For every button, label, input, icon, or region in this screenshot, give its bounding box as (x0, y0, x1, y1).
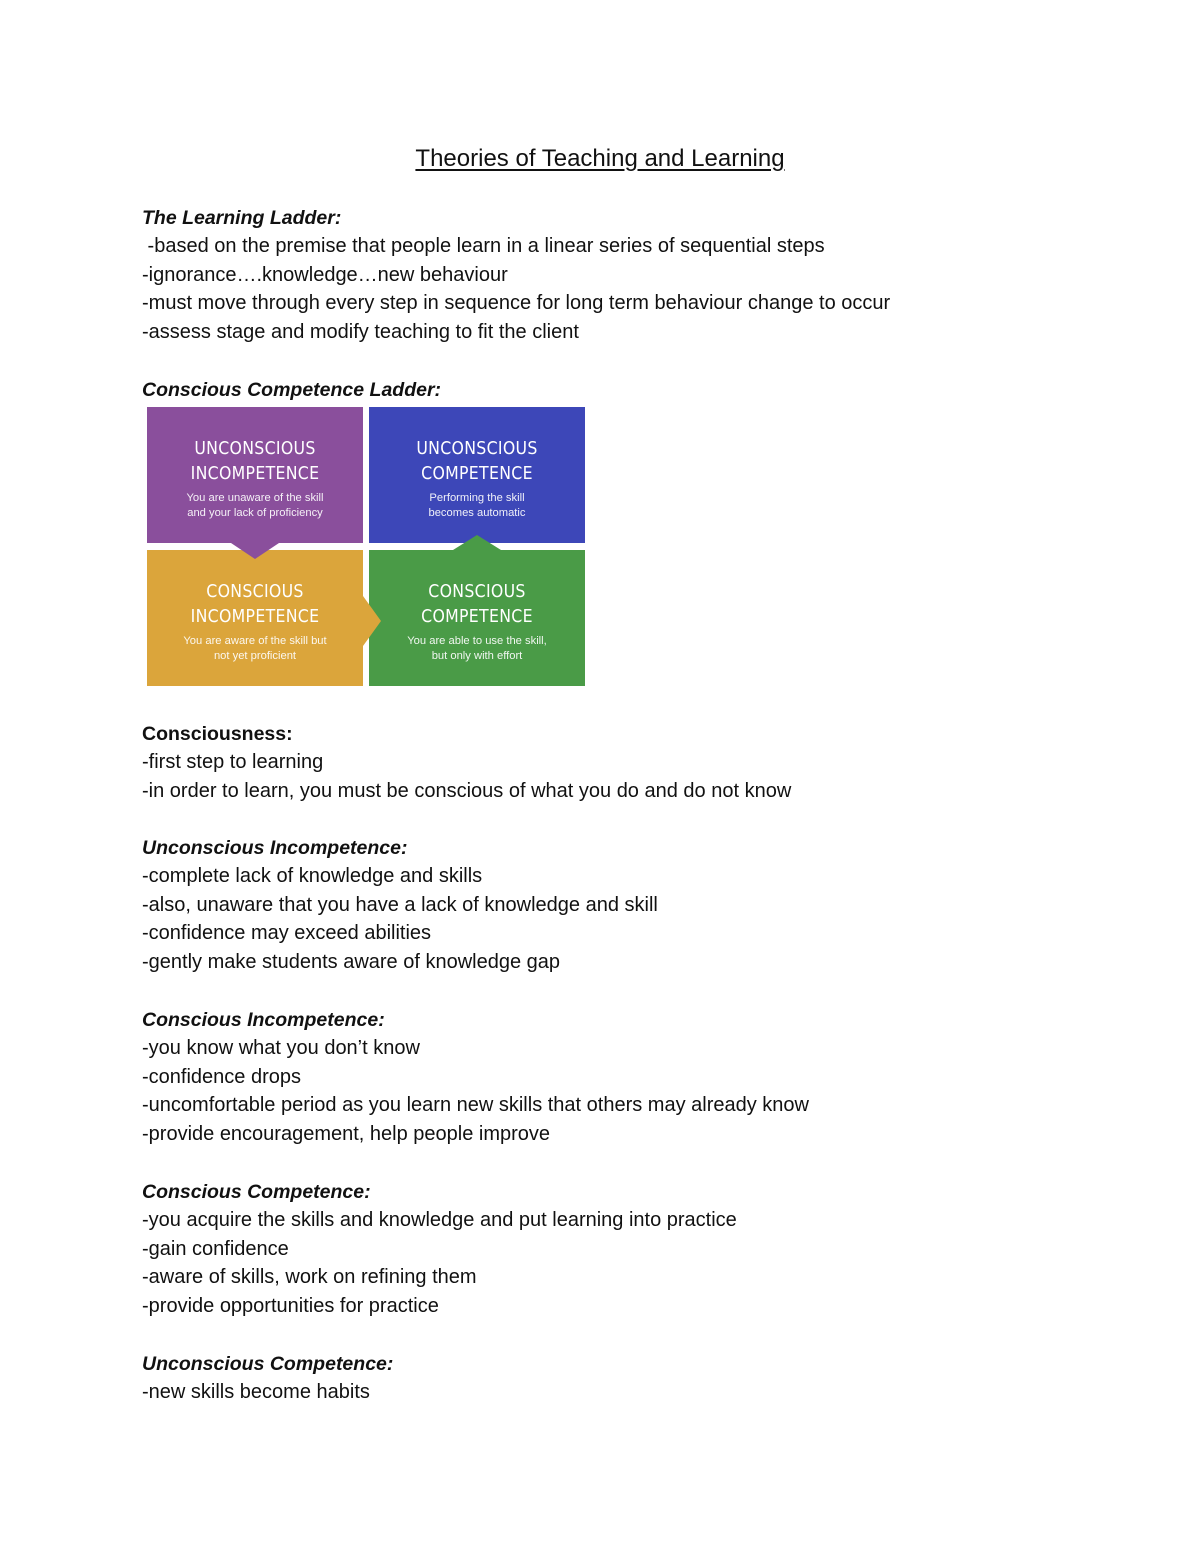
section-conscious-incompetence (142, 1006, 809, 1149)
text-line: -provide encouragement, help people improve (142, 1123, 551, 1146)
section-conscious-competence (142, 1178, 737, 1321)
text-line: -confidence may exceed abilities (142, 922, 432, 945)
text-line: -provide opportunities for practice (142, 1295, 439, 1318)
text-line: -you acquire the skills and knowledge and put learning into practice (142, 1209, 737, 1231)
quadrant-description-line: You are able to use the skill, (407, 635, 547, 647)
text-line: -new skills become habits (142, 1381, 370, 1403)
competence-ladder-diagram (147, 407, 585, 686)
section-consciousness (142, 720, 791, 805)
section-heading: The Learning Ladder: (142, 207, 342, 229)
text-line: -gently make students aware of knowledge gap (142, 951, 561, 974)
text-line: -must move through every step in sequence for long term behaviour change to occur (142, 292, 891, 315)
quadrant-title: INCOMPETENCE (190, 464, 320, 484)
text-line: -gain confidence (142, 1237, 289, 1260)
section-unconscious-incompetence (142, 834, 658, 977)
section-competence-ladder (142, 376, 441, 404)
quadrant-title: UNCONSCIOUS (416, 439, 538, 459)
section-heading: Conscious Competence Ladder: (142, 379, 442, 401)
quadrant-description-line: Performing the skill (429, 492, 525, 504)
text-line: -confidence drops (142, 1065, 301, 1088)
quadrant-description-line: You are aware of the skill but (183, 635, 327, 647)
arrow-right-icon (363, 596, 381, 646)
quadrant-description-line: You are unaware of the skill (186, 492, 324, 504)
text-line: -uncomfortable period as you learn new skills that others may already know (142, 1094, 809, 1117)
text-line: -complete lack of knowledge and skills (142, 865, 483, 887)
text-line: -in order to learn, you must be conscious of what you do and do not know (142, 779, 792, 802)
text-line: -you know what you don’t know (142, 1037, 420, 1059)
text-line: -ignorance….knowledge…new behaviour (142, 263, 508, 286)
section-heading: Conscious Competence: (142, 1181, 371, 1203)
text-line: -first step to learning (142, 751, 324, 773)
arrow-down-icon (231, 543, 279, 559)
text-line: -also, unaware that you have a lack of knowledge and skill (142, 893, 658, 916)
ladder-arrows (147, 407, 585, 686)
section-heading: Unconscious Incompetence: (142, 837, 408, 859)
arrow-up-icon (453, 535, 501, 550)
quadrant-title: UNCONSCIOUS (194, 439, 316, 459)
quadrant-description-line: not yet proficient (213, 649, 297, 662)
section-heading: Consciousness: (142, 723, 293, 745)
quadrant-title: COMPETENCE (421, 464, 533, 484)
quadrant-title: COMPETENCE (421, 607, 533, 627)
text-line: -aware of skills, work on refining them (142, 1266, 477, 1289)
section-heading: Unconscious Competence: (142, 1353, 394, 1375)
quadrant-description-line: but only with effort (431, 649, 523, 662)
quadrant-description-line: and your lack of proficiency (187, 506, 323, 519)
text-line: -based on the premise that people learn in a linear series of sequential steps (142, 235, 825, 257)
quadrant-description-line: becomes automatic (428, 506, 526, 519)
quadrant-title: CONSCIOUS (428, 582, 526, 602)
page-title: Theories of Teaching and Learning (415, 145, 785, 172)
text-line: -assess stage and modify teaching to fit the client (142, 321, 579, 344)
section-unconscious-competence (142, 1350, 393, 1407)
quadrant-title: INCOMPETENCE (190, 607, 320, 627)
quadrant-title: CONSCIOUS (206, 582, 304, 602)
section-heading: Conscious Incompetence: (142, 1009, 385, 1031)
section-learning-ladder (142, 204, 890, 347)
